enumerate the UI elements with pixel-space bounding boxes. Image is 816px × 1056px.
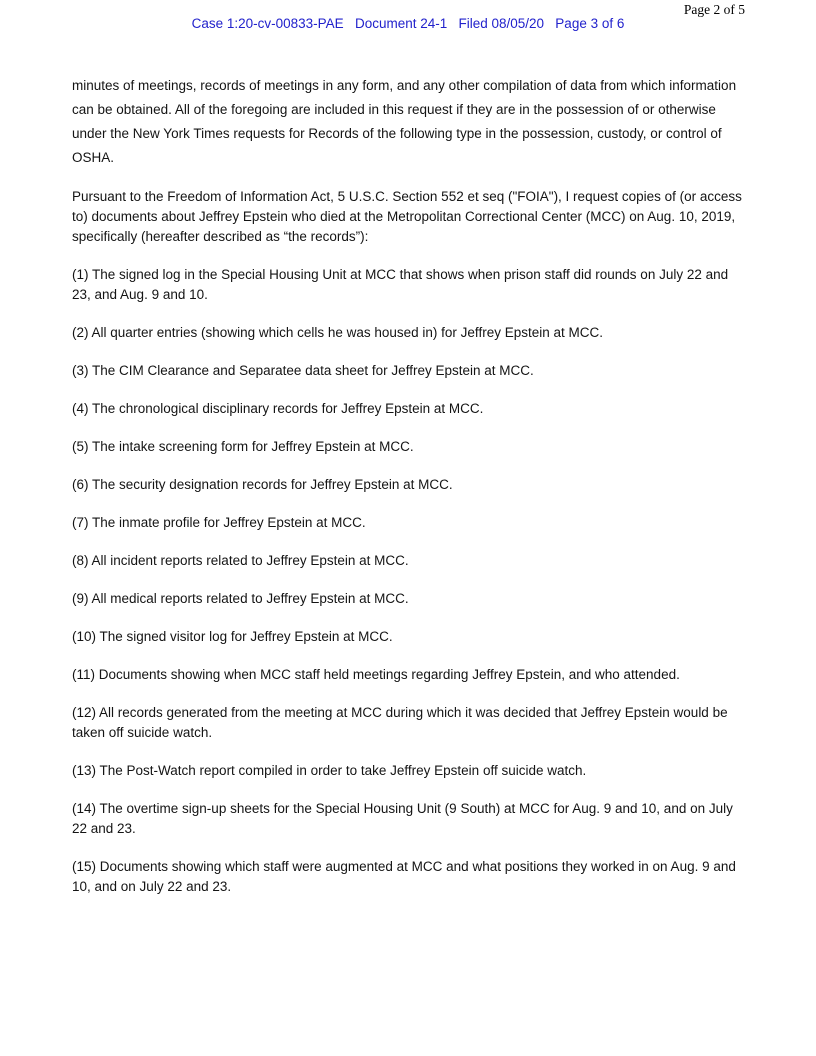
request-item-9: (9) All medical reports related to Jeffrey Epstein at MCC. bbox=[72, 591, 409, 606]
paragraph-foia-request: Pursuant to the Freedom of Information Act, 5 U.S.C. Section 552 et seq ("FOIA"), I request copies of (or access to) documents about Jeffrey Epstein who died at the Metropolitan Correctional Center (MCC) on Aug. 10, 2019, specifically (hereafter described as “the records”): bbox=[72, 189, 742, 244]
document-body bbox=[72, 74, 742, 915]
request-item-3: (3) The CIM Clearance and Separatee data sheet for Jeffrey Epstein at MCC. bbox=[72, 363, 534, 378]
request-item-8: (8) All incident reports related to Jeffrey Epstein at MCC. bbox=[72, 553, 409, 568]
request-item-11: (11) Documents showing when MCC staff held meetings regarding Jeffrey Epstein, and who attended. bbox=[72, 667, 680, 682]
request-item-7: (7) The inmate profile for Jeffrey Epstein at MCC. bbox=[72, 515, 366, 530]
request-item-2: (2) All quarter entries (showing which cells he was housed in) for Jeffrey Epstein at MCC. bbox=[72, 325, 603, 340]
request-item-13: (13) The Post-Watch report compiled in order to take Jeffrey Epstein off suicide watch. bbox=[72, 763, 587, 778]
request-item-15: (15) Documents showing which staff were augmented at MCC and what positions they worked in on Aug. 9 and 10, and on July 22 and 23. bbox=[72, 859, 736, 894]
request-item-12: (12) All records generated from the meeting at MCC during which it was decided that Jeffrey Epstein would be taken off suicide watch. bbox=[72, 705, 728, 740]
request-item-4: (4) The chronological disciplinary records for Jeffrey Epstein at MCC. bbox=[72, 401, 484, 416]
case-header-stamp: Case 1:20-cv-00833-PAE Document 24-1 Filed 08/05/20 Page 3 of 6 bbox=[191, 16, 625, 31]
request-item-1: (1) The signed log in the Special Housing Unit at MCC that shows when prison staff did rounds on July 22 and 23, and Aug. 9 and 10. bbox=[72, 267, 729, 302]
paragraph-intro: minutes of meetings, records of meetings in any form, and any other compilation of data from which information can be obtained. All of the foregoing are included in this request if they are in the possession of or otherwise under the New York Times requests for Records of the following type in the possession, custody, or control of OSHA. bbox=[72, 78, 737, 165]
request-item-5: (5) The intake screening form for Jeffrey Epstein at MCC. bbox=[72, 439, 414, 454]
page-indicator: Page 2 of 5 bbox=[683, 2, 745, 17]
request-item-10: (10) The signed visitor log for Jeffrey Epstein at MCC. bbox=[72, 629, 393, 644]
request-item-14: (14) The overtime sign-up sheets for the Special Housing Unit (9 South) at MCC for Aug. 9 and 10, and on July 22 and 23. bbox=[72, 801, 733, 836]
request-item-6: (6) The security designation records for Jeffrey Epstein at MCC. bbox=[72, 477, 453, 492]
